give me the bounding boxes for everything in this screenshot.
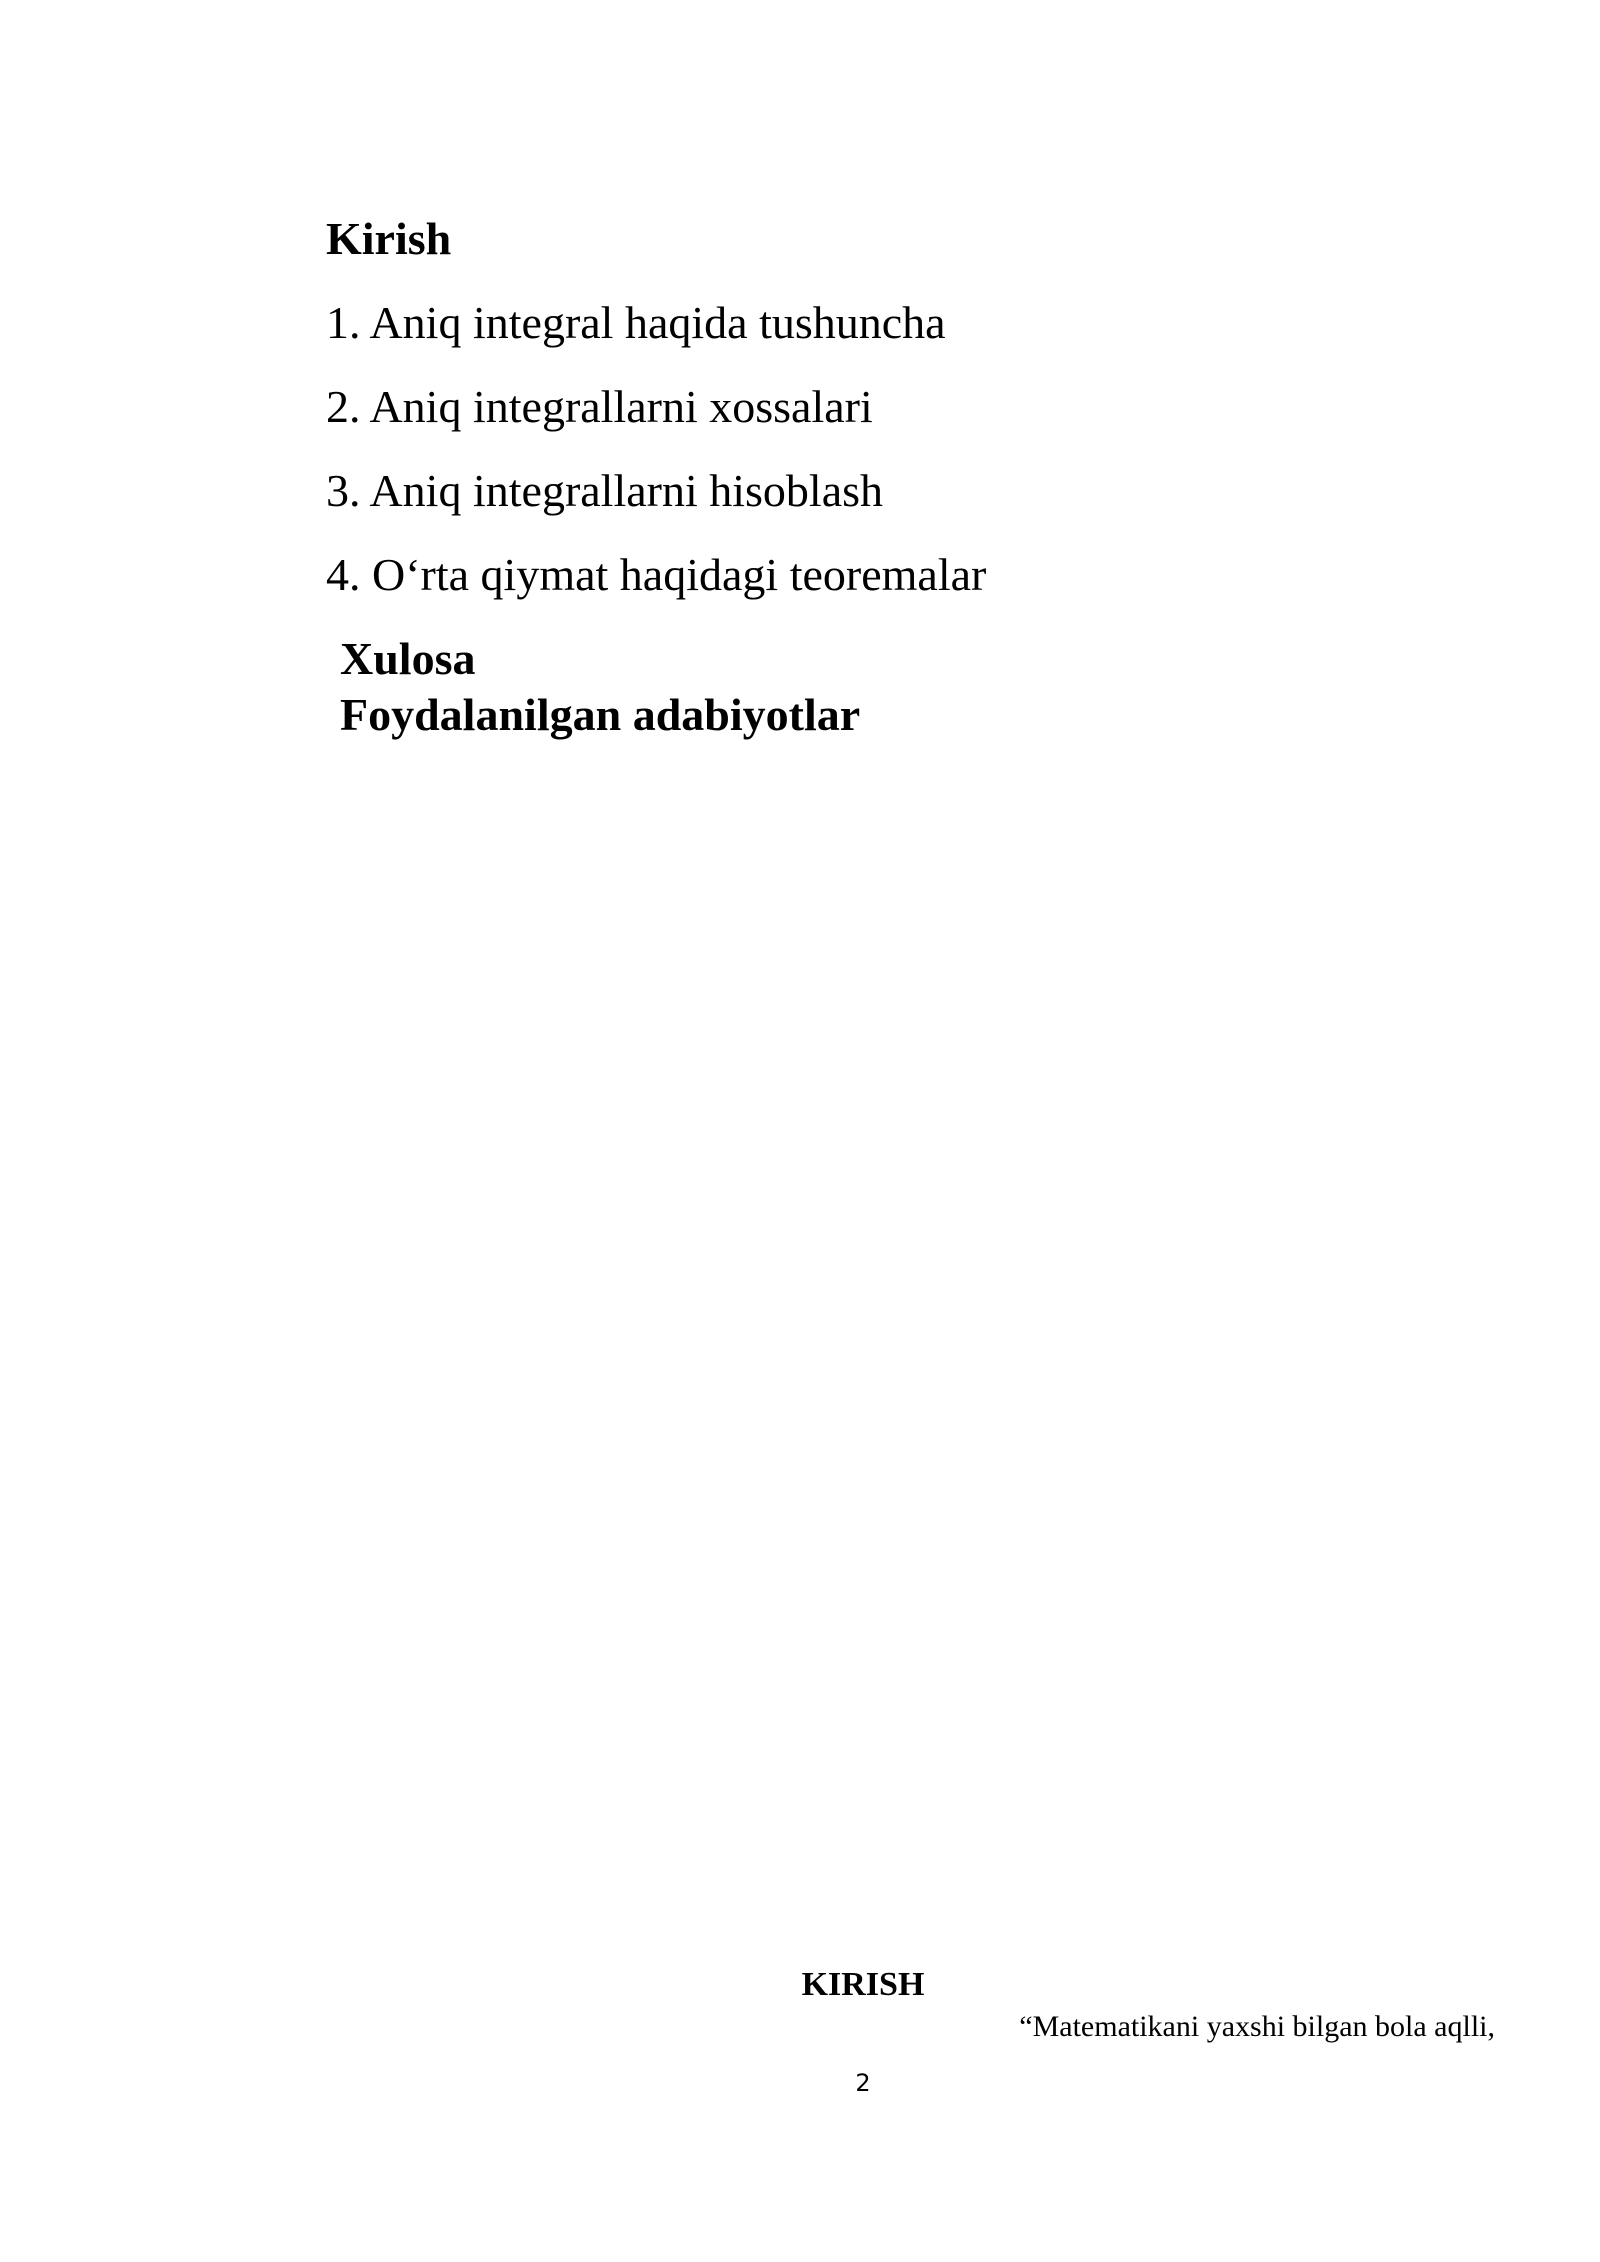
toc-item-4: 4. O‘rta qiymat haqidagi teoremalar — [326, 549, 987, 600]
epigraph-text: “Matematikani yaxshi bilgan bola aqlli, — [1019, 2010, 1495, 2043]
toc-references-heading: Foydalanilgan adabiyotlar — [340, 689, 861, 740]
toc-item-3: 3. Aniq integrallarni hisoblash — [326, 465, 884, 516]
toc-item-2: 2. Aniq integrallarni xossalari — [326, 381, 873, 432]
section-title: KIRISH — [801, 1966, 925, 2003]
toc-conclusion-heading: Xulosa — [340, 633, 476, 684]
toc-item-1: 1. Aniq integral haqida tushuncha — [326, 297, 946, 348]
page-number: 2 — [855, 2069, 871, 2097]
toc-intro-heading: Kirish — [326, 213, 452, 264]
